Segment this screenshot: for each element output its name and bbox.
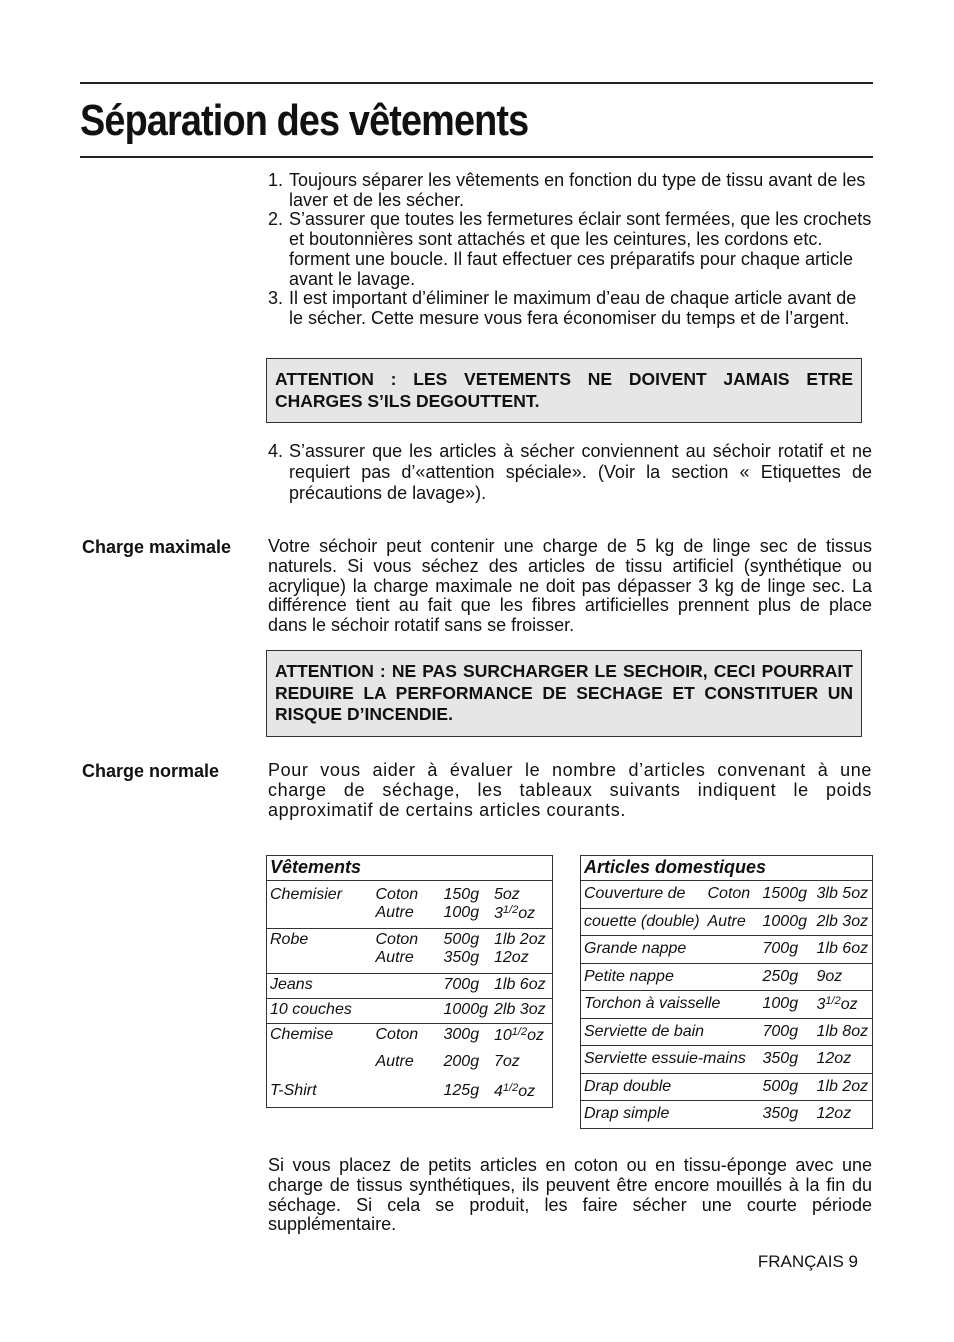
title-rule xyxy=(80,156,873,158)
table-header: Vêtements xyxy=(267,856,553,881)
table-row: Drap double 500g 1lb 2oz xyxy=(581,1073,873,1101)
table-row: Drap simple 350g 12oz xyxy=(584,1105,852,1123)
top-rule xyxy=(80,82,873,84)
table-row: Torchon à vaisselle 100g $3^{1/2}oz$ xyxy=(581,991,873,1019)
table-row: Couverture de Coton 1500g 3lb 5oz xyxy=(581,881,873,909)
table-row: Chemisier Coton 150g 5oz xyxy=(270,886,520,903)
list-item: 2. S’assurer que toutes les fermetures éclair sont fermées, que les crochets et boutonnières sont attachés et que les ceintures, les cordons etc. forment une boucle. Il faut effectuer ces préparatifs pour chaque article avant le lavage. xyxy=(268,209,872,289)
table-row: Jeans 700g 1lb 6oz xyxy=(267,974,553,999)
charge-maximale-text: Votre séchoir peut contenir une charge de 5 kg de linge sec de tissus naturels. Si vous séchez des articles de tissu artificiel (synthétique ou acrylique) la charge maximale ne doit pas dépasser 3 kg de linge sec. La différence tient au fait que les fibres artificielles prennent plus de place dans le séchoir rotatif sans se froisser. xyxy=(268,536,872,636)
list-item: 4. S’assurer que les articles à sécher conviennent au séchoir rotatif et ne requiert pas d’«attention spéciale». (Voir la section « Etiquettes de précautions de lavage»). xyxy=(268,441,872,503)
table-row: Robe Coton 500g 1lb 2oz xyxy=(270,931,546,948)
table-row: couette (double) Autre 1000g 2lb 3oz xyxy=(581,908,873,936)
step-4 xyxy=(268,441,872,504)
table-row: T-Shirt 125g $4^{1/2}oz$ xyxy=(270,1082,536,1100)
table-row: Serviette de bain 700g 1lb 8oz xyxy=(581,1018,873,1046)
list-item: 3. Il est important d’éliminer le maximum d’eau de chaque article avant de le sécher. Cette mesure vous fera économiser du temps et de l’argent. xyxy=(268,288,857,328)
table-articles-domestiques xyxy=(580,855,873,1129)
closing-text: Si vous placez de petits articles en coton ou en tissu-éponge avec une charge de tissus synthétiques, ils peuvent être encore mouillés à la fin du séchage. Si cela se produit, les faire sécher une courte période supplémentaire. xyxy=(268,1155,872,1235)
table-row: Petite nappe 250g 9oz xyxy=(581,963,873,991)
section-label-charge-maximale: Charge maximale xyxy=(82,537,232,557)
table-row: Serviette essuie-mains 350g 12oz xyxy=(581,1046,873,1074)
list-item: 1. Toujours séparer les vêtements en fonction du type de tissu avant de les laver et de les sécher. xyxy=(268,170,866,210)
table-row: Autre 350g 12oz xyxy=(267,949,553,974)
table-row: Autre 200g 7oz xyxy=(375,1053,520,1070)
warning-box-overload: ATTENTION : NE PAS SURCHARGER LE SECHOIR, CECI POURRAIT REDUIRE LA PERFORMANCE DE SECHAGE ET CONSTITUER UN RISQUE D’INCENDIE. xyxy=(266,650,862,737)
table-row: Grande nappe 700g 1lb 6oz xyxy=(581,936,873,964)
warning-box-dripping: ATTENTION : LES VETEMENTS NE DOIVENT JAMAIS ETRE CHARGES S’ILS DEGOUTTENT. xyxy=(266,358,862,423)
page-footer: FRANÇAIS 9 xyxy=(757,1252,858,1271)
section-label-charge-normale: Charge normale xyxy=(82,761,220,781)
table-header: Articles domestiques xyxy=(581,856,873,881)
table-row: Chemise Coton 300g $10^{1/2}oz$ xyxy=(270,1026,544,1044)
table-row: 10 couches 1000g 2lb 3oz xyxy=(267,999,553,1024)
page-title: Séparation des vêtements xyxy=(80,96,529,145)
table-vetements xyxy=(266,855,553,1108)
charge-normale-text: Pour vous aider à évaluer le nombre d’articles convenant à une charge de séchage, les tableaux suivants indiquent le poids approximatif de certains articles courants. xyxy=(268,760,872,820)
table-row: Autre 100g $3^{1/2}oz$ xyxy=(267,904,553,929)
steps-list xyxy=(268,171,872,329)
